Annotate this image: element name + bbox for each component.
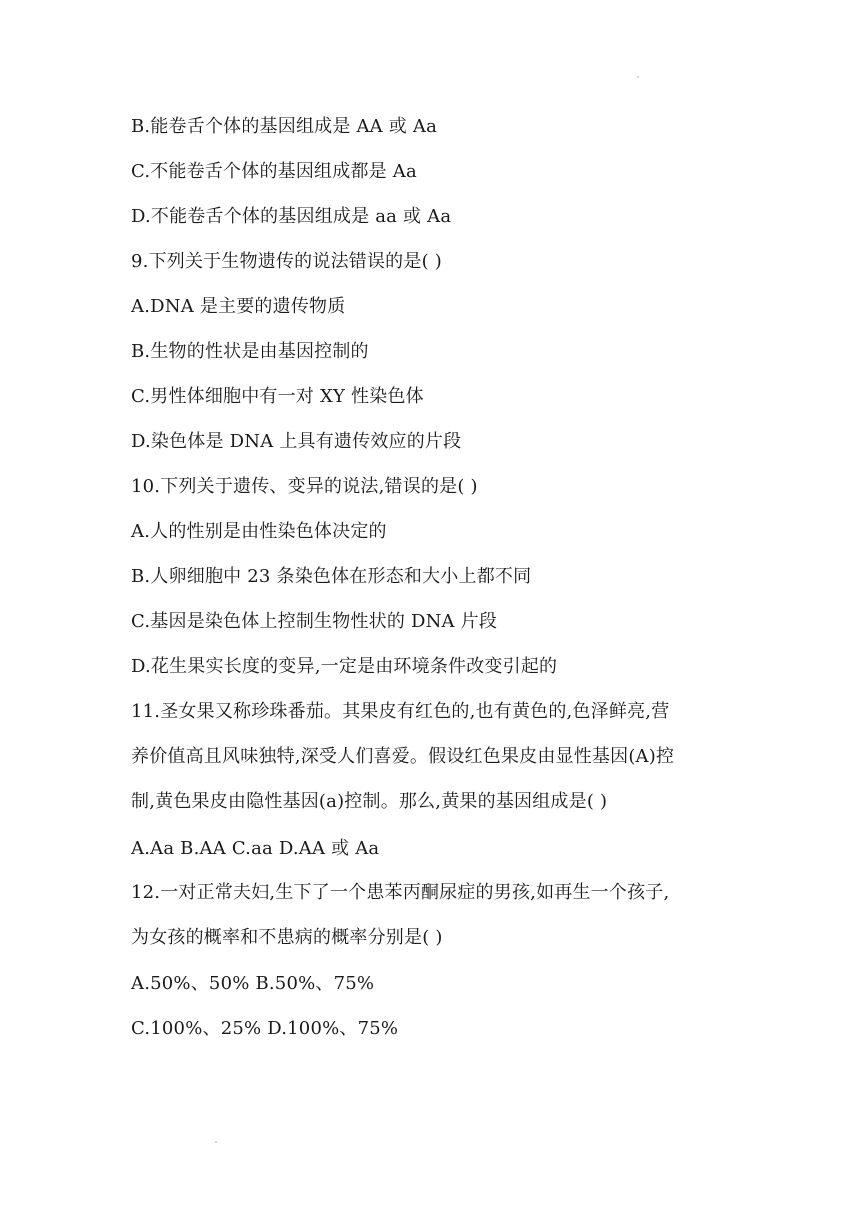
- option-9b: B.生物的性状是由基因控制的: [131, 341, 369, 362]
- question-11-line-1: 11.圣女果又称珍珠番茄。其果皮有红色的,也有黄色的,色泽鲜亮,营: [131, 701, 670, 722]
- question-10: 10.下列关于遗传、变异的说法,错误的是( ): [131, 476, 478, 497]
- option-9a: A.DNA 是主要的遗传物质: [131, 296, 346, 317]
- question-9: 9.下列关于生物遗传的说法错误的是( ): [131, 251, 442, 272]
- option-8c: C.不能卷舌个体的基因组成都是 Aa: [131, 161, 417, 182]
- option-8b: B.能卷舌个体的基因组成是 AA 或 Aa: [131, 116, 438, 137]
- option-8d: D.不能卷舌个体的基因组成是 aa 或 Aa: [131, 206, 452, 227]
- option-10d: D.花生果实长度的变异,一定是由环境条件改变引起的: [131, 656, 558, 677]
- option-10a: A.人的性别是由性染色体决定的: [131, 521, 387, 542]
- option-9c: C.男性体细胞中有一对 XY 性染色体: [131, 386, 424, 407]
- scan-speck: [215, 1141, 217, 1143]
- options-12-ab: A.50%、50% B.50%、75%: [131, 973, 375, 994]
- question-11-line-2: 养价值高且风味独特,深受人们喜爱。假设红色果皮由显性基因(A)控: [131, 746, 675, 767]
- question-12-line-1: 12.一对正常夫妇,生下了一个患苯丙酮尿症的男孩,如再生一个孩子,: [131, 882, 670, 903]
- options-11: A.Aa B.AA C.aa D.AA 或 Aa: [131, 838, 380, 859]
- option-9d: D.染色体是 DNA 上具有遗传效应的片段: [131, 431, 462, 452]
- option-10c: C.基因是染色体上控制生物性状的 DNA 片段: [131, 611, 498, 632]
- question-11-line-3: 制,黄色果皮由隐性基因(a)控制。那么,黄果的基因组成是( ): [131, 791, 608, 812]
- scan-speck: [637, 76, 639, 78]
- question-12-line-2: 为女孩的概率和不患病的概率分别是( ): [131, 927, 443, 948]
- option-10b: B.人卵细胞中 23 条染色体在形态和大小上都不同: [131, 566, 532, 587]
- options-12-cd: C.100%、25% D.100%、75%: [131, 1018, 399, 1039]
